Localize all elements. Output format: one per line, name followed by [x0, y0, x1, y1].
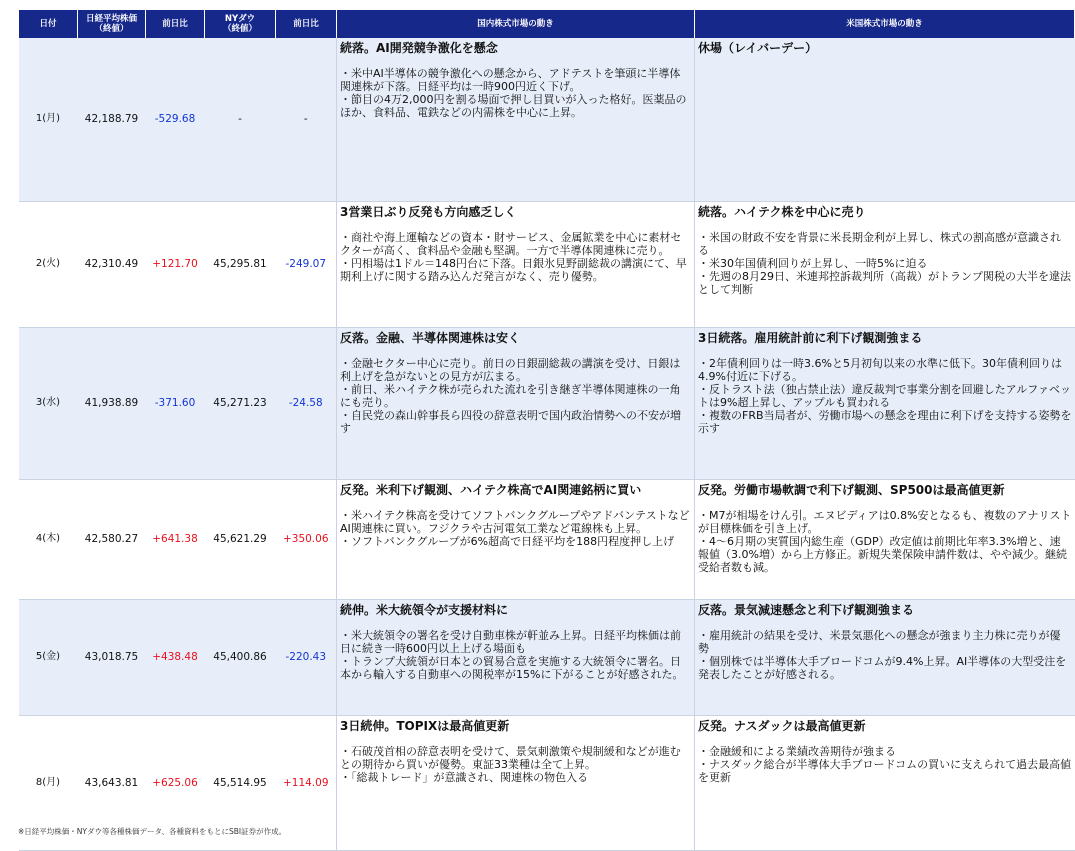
header-date: 日付 — [19, 10, 78, 38]
bullet-item: ・米大統領令の署名を受け自動車株が軒並み上昇。日経平均株価は前日に続き一時600円以上上げる場面も — [340, 628, 681, 655]
header-dow — [205, 10, 276, 38]
us-commentary-cell — [695, 479, 1075, 599]
market-summary-table — [18, 10, 1075, 851]
dow-close-cell: 45,514.95 — [205, 715, 276, 850]
bullet-item: ・金融緩和による業績改善期待が強まる — [698, 744, 896, 758]
dow-change-cell: +114.09 — [276, 715, 337, 850]
bullet-item: ・ソフトバンクグループが6%超高で日経平均を188円程度押し上げ — [340, 534, 675, 548]
domestic-bullets — [340, 231, 691, 283]
us-headline: 反発。労働市場軟調で利下げ観測、SP500は最高値更新 — [698, 482, 1005, 497]
domestic-bullets — [340, 509, 691, 548]
table-body — [19, 38, 1075, 850]
bullet-item: ・トランプ大統領が日本との貿易合意を実施する大統領令に署名。日本から輸入する自動車への関税率が15%に下がることが好感された。 — [340, 654, 684, 681]
dow-change-cell: -24.58 — [276, 327, 337, 479]
header-row — [19, 10, 1075, 38]
bullet-item: ・米中AI半導体の競争激化への懸念から、アドテストを筆頭に半導体関連株が下落。日経平均は一時900円近く下げ。 — [340, 67, 681, 93]
domestic-headline: 3日続伸。TOPIXは最高値更新 — [340, 718, 510, 733]
nikkei-close-cell: 42,310.49 — [78, 201, 146, 327]
header-domestic: 国内株式市場の動き — [337, 10, 695, 38]
date-cell: 5(金) — [19, 599, 78, 715]
header-nikkei-change: 前日比 — [146, 10, 205, 38]
dow-close-cell: 45,400.86 — [205, 599, 276, 715]
us-bullets — [698, 629, 1072, 681]
us-commentary-cell — [695, 599, 1075, 715]
header-dow-line2: （終値） — [222, 24, 257, 34]
date-cell: 1(月) — [19, 38, 78, 201]
domestic-commentary-cell — [337, 715, 695, 850]
dow-change-cell: +350.06 — [276, 479, 337, 599]
us-commentary-cell — [695, 327, 1075, 479]
header-nikkei-line2: （終値） — [94, 24, 129, 34]
us-commentary-cell — [695, 715, 1075, 850]
domestic-headline: 反落。金融、半導体関連株は安く — [340, 330, 521, 345]
table-row — [19, 327, 1075, 479]
domestic-commentary-cell — [337, 327, 695, 479]
bullet-item: ・雇用統計の結果を受け、米景気悪化への懸念が強まり主力株に売りが優勢 — [698, 628, 1061, 655]
bullet-item: ・米30年国債利回りが上昇し、一時5%に迫る — [698, 256, 928, 270]
us-bullets — [698, 745, 1072, 784]
bullet-item: ・米ハイテク株高を受けてソフトバンクグループやアドバンテストなどAI関連株に買い。フジクラや古河電気工業など電線株も上昇。 — [340, 508, 690, 535]
market-summary-table-wrapper — [18, 10, 1074, 851]
dow-change-cell: - — [276, 38, 337, 201]
domestic-bullets — [340, 357, 691, 435]
bullet-item: ・複数のFRB当局者が、労働市場への懸念を理由に利下げを支持する姿勢を示す — [698, 408, 1072, 435]
nikkei-change-cell: +641.38 — [146, 479, 205, 599]
date-cell: 4(木) — [19, 479, 78, 599]
us-bullets — [698, 231, 1072, 296]
domestic-commentary-cell — [337, 38, 695, 201]
bullet-item: ・米国の財政不安を背景に米長期金利が上昇し、株式の割高感が意識される — [698, 230, 1061, 257]
dow-change-cell: -220.43 — [276, 599, 337, 715]
domestic-headline: 反発。米利下げ観測、ハイテク株高でAI関連銘柄に買い — [340, 482, 642, 497]
table-row — [19, 479, 1075, 599]
bullet-item: ・先週の8月29日、米連邦控訴裁判所（高裁）がトランプ関税の大半を違法として判断 — [698, 269, 1071, 296]
bullet-item: ・「総裁トレード」が意識され、関連株の物色入る — [340, 770, 589, 784]
date-cell: 3(水) — [19, 327, 78, 479]
domestic-headline: 続落。AI開発競争激化を懸念 — [340, 41, 498, 55]
domestic-commentary-cell — [337, 479, 695, 599]
dow-close-cell: - — [205, 38, 276, 201]
dow-close-cell: 45,621.29 — [205, 479, 276, 599]
bullet-item: ・ナスダック総合が半導体大手ブロードコムの買いに支えられて過去最高値を更新 — [698, 757, 1072, 784]
header-us: 米国株式市場の動き — [695, 10, 1075, 38]
bullet-item: ・個別株では半導体大手ブロードコムが9.4%上昇。AI半導体の大型受注を発表したことが好感される。 — [698, 654, 1067, 681]
us-headline: 3日続落。雇用統計前に利下げ観測強まる — [698, 330, 923, 345]
bullet-item: ・商社や海上運輸などの資本・財サービス、金属鉱業を中心に素材セクターが高く、食料品や金融も堅調。一方で半導体関連株に売り。 — [340, 230, 682, 257]
bullet-item: ・前日、米ハイテク株が売られた流れを引き継ぎ半導体関連株の一角にも売り。 — [340, 382, 681, 409]
bullet-item: ・石破茂首相の辞意表明を受けて、景気刺激策や規制緩和などが進むとの期待から買いが優勢。東証33業種は全て上昇。 — [340, 744, 681, 771]
domestic-headline: 3営業日ぶり反発も方向感乏しく — [340, 204, 517, 219]
footnote: ※日経平均株価・NYダウ等各種株価データ、各種資料をもとにSBI証券が作成。 — [18, 827, 287, 836]
domestic-commentary-cell — [337, 201, 695, 327]
bullet-item: ・円相場は1ドル＝148円台に下落。日銀氷見野副総裁の講演にて、早期利上げに関する踏み込んだ発言がなく、売り優勢。 — [340, 256, 687, 283]
header-nikkei — [78, 10, 146, 38]
table-row — [19, 201, 1075, 327]
dow-close-cell: 45,271.23 — [205, 327, 276, 479]
domestic-bullets — [340, 745, 691, 784]
bullet-item: ・M7が相場をけん引。エヌビディアは0.8%安となるも、複数のアナリストが目標株価を引き上げ。 — [698, 508, 1072, 535]
nikkei-close-cell: 41,938.89 — [78, 327, 146, 479]
table-row — [19, 599, 1075, 715]
nikkei-close-cell: 43,643.81 — [78, 715, 146, 850]
bullet-item: ・金融セクター中心に売り。前日の日銀副総裁の講演を受け、日銀は利上げを急がないとの見方が広まる。 — [340, 356, 681, 383]
nikkei-change-cell: +625.06 — [146, 715, 205, 850]
domestic-bullets — [340, 629, 691, 681]
domestic-commentary-cell — [337, 599, 695, 715]
us-bullets — [698, 509, 1072, 574]
us-bullets — [698, 357, 1072, 435]
us-headline: 反落。景気減速懸念と利下げ観測強まる — [698, 602, 915, 617]
bullet-item: ・節目の4万2,000円を割る場面で押し目買いが入った格好。医薬品のほか、食料品、電鉄などの内需株を中心に上昇。 — [340, 93, 687, 119]
us-headline: 反発。ナスダックは最高値更新 — [698, 718, 866, 733]
domestic-headline: 続伸。米大統領令が支援材料に — [340, 602, 509, 617]
nikkei-change-cell: +438.48 — [146, 599, 205, 715]
nikkei-close-cell: 43,018.75 — [78, 599, 146, 715]
nikkei-change-cell: +121.70 — [146, 201, 205, 327]
bullet-item: ・2年債利回りは一時3.6%と5月初旬以来の水準に低下。30年債利回りは4.9%付近に下げる。 — [698, 356, 1062, 383]
nikkei-close-cell: 42,580.27 — [78, 479, 146, 599]
domestic-bullets — [340, 67, 691, 119]
dow-change-cell: -249.07 — [276, 201, 337, 327]
header-dow-change: 前日比 — [276, 10, 337, 38]
header-nikkei-line1: 日経平均株価 — [85, 14, 137, 24]
nikkei-close-cell: 42,188.79 — [78, 38, 146, 201]
dow-close-cell: 45,295.81 — [205, 201, 276, 327]
date-cell: 8(月) — [19, 715, 78, 850]
nikkei-change-cell: -529.68 — [146, 38, 205, 201]
us-headline: 続落。ハイテク株を中心に売り — [698, 204, 866, 219]
us-commentary-cell — [695, 38, 1075, 201]
table-row — [19, 38, 1075, 201]
bullet-item: ・4～6月期の実質国内総生産（GDP）改定値は前期比年率3.3%増と、速報値（3.0%増）から上方修正。新規失業保険申請件数は、やや減少。継続受給者数も減。 — [698, 534, 1067, 574]
header-dow-line1: NYダウ — [224, 14, 256, 24]
us-commentary-cell — [695, 201, 1075, 327]
us-headline: 休場（レイバーデー） — [698, 41, 818, 55]
date-cell: 2(火) — [19, 201, 78, 327]
bullet-item: ・反トラスト法（独占禁止法）違反裁判で事業分割を回避したアルファベットは9%超上昇し、アップルも買われる — [698, 382, 1072, 409]
bullet-item: ・自民党の森山幹事長ら四役の辞意表明で国内政治情勢への不安が増す — [340, 408, 681, 435]
nikkei-change-cell: -371.60 — [146, 327, 205, 479]
